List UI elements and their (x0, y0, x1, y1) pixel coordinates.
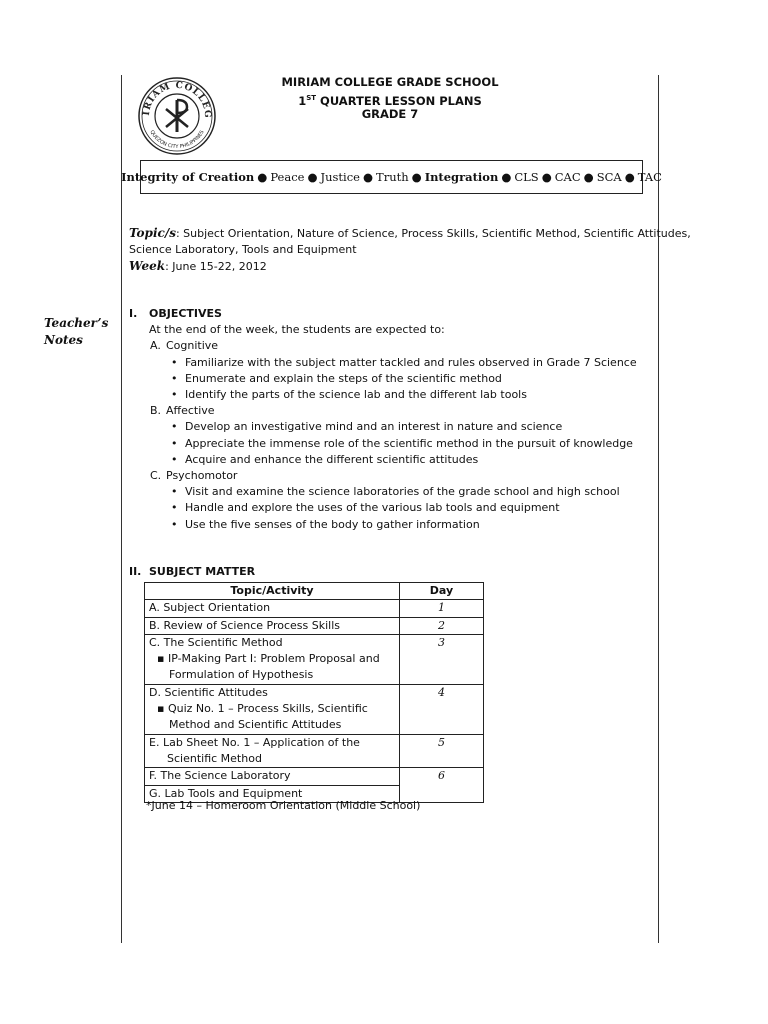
list-item (129, 452, 649, 468)
topic-cell: B. Review of Science Process Skills (145, 617, 400, 634)
value-cac: CAC (554, 170, 581, 184)
value-tac: TAC (637, 170, 662, 184)
topic-subitem: ▪ IP-Making Part I: Problem Proposal and (157, 652, 380, 666)
topic-text-line1: : Subject Orientation, Nature of Science, Process Skills, Scientific Method, Scientific Attitudes, (175, 227, 691, 240)
value-separator: ● (624, 170, 635, 184)
topic-main: C. The Scientific Method (149, 635, 283, 649)
right-margin-line (658, 75, 659, 943)
objective-text: Identify the parts of the science lab and the different lab tools (185, 388, 527, 402)
bullet: • (171, 517, 178, 531)
topic-cell: A. Subject Orientation (145, 600, 400, 617)
value-justice: Justice (320, 170, 360, 184)
value-separator: ● (411, 170, 422, 184)
teachers-notes-label (44, 315, 114, 349)
topic-subitem: ▪ Quiz No. 1 – Process Skills, Scientific (157, 702, 368, 716)
objective-text: Use the five senses of the body to gather information (185, 517, 480, 531)
value-integrity-of-creation: Integrity of Creation (121, 170, 255, 184)
bullet: • (171, 355, 178, 369)
bullet: • (171, 371, 178, 385)
week-text: : June 15-22, 2012 (165, 260, 267, 273)
objective-text: Acquire and enhance the different scientific attitudes (185, 452, 479, 466)
value-separator: ● (541, 170, 552, 184)
objectives-number: I. (129, 307, 138, 320)
table-row (145, 734, 484, 768)
column-header-topic: Topic/Activity (145, 583, 400, 600)
svg-text:QUEZON CITY PHILIPPINES: QUEZON CITY PHILIPPINES (148, 129, 206, 151)
psychomotor-letter: C. (150, 469, 162, 483)
table-row (145, 684, 484, 734)
objective-text: Familiarize with the subject matter tackled and rules observed in Grade 7 Science (185, 355, 637, 369)
value-sca: SCA (596, 170, 622, 184)
bullet: • (171, 420, 178, 434)
topic-cell: F. The Science Laboratory (145, 768, 400, 785)
day-cell: 5 (400, 734, 484, 768)
topic-label: Topic/s (129, 226, 176, 240)
list-item (129, 484, 649, 500)
bullet: • (171, 485, 178, 499)
objective-text: Visit and examine the science laboratories of the grade school and high school (185, 485, 620, 499)
subject-matter-title: SUBJECT MATTER (149, 565, 256, 578)
bullet: • (171, 501, 178, 515)
topic-main: D. Scientific Attitudes (149, 685, 268, 699)
topic-cell (145, 734, 400, 768)
left-margin-line (121, 75, 122, 943)
objective-text: Handle and explore the uses of the various lab tools and equipment (185, 501, 560, 515)
bullet: • (171, 436, 178, 450)
objective-text: Develop an investigative mind and an interest in nature and science (185, 420, 563, 434)
value-truth: Truth (376, 170, 409, 184)
topic-subitem-cont: Method and Scientific Attitudes (169, 718, 342, 732)
value-separator: ● (583, 170, 594, 184)
table-row (145, 617, 484, 634)
objectives-title: OBJECTIVES (149, 307, 222, 320)
topic-text-line2: Science Laboratory, Tools and Equipment (129, 243, 357, 256)
affective-title: Affective (166, 404, 215, 418)
day-cell: 3 (400, 634, 484, 684)
affective-letter: B. (150, 404, 162, 418)
grade-title: GRADE 7 (361, 107, 419, 121)
school-name: MIRIAM COLLEGE GRADE SCHOOL (281, 75, 499, 89)
footnote: *June 14 – Homeroom Orientation (Middle School) (146, 799, 421, 812)
value-separator: ● (501, 170, 512, 184)
day-cell: 2 (400, 617, 484, 634)
teachers-notes-line1: Teacher’s (44, 316, 109, 330)
subject-matter-heading (129, 565, 255, 578)
quarter-text: QUARTER LESSON PLANS (320, 93, 482, 108)
bullet: • (171, 388, 178, 402)
cognitive-title: Cognitive (166, 339, 219, 353)
topic-main-cont: Scientific Method (167, 751, 262, 765)
day-cell: 1 (400, 600, 484, 617)
subject-matter-table (144, 582, 484, 803)
list-item (129, 436, 649, 452)
school-seal-logo (137, 76, 217, 156)
value-separator: ● (307, 170, 318, 184)
topic-main: E. Lab Sheet No. 1 – Application of the (149, 735, 360, 749)
week-label: Week (129, 259, 166, 273)
subject-matter-number: II. (129, 565, 142, 578)
value-peace: Peace (270, 170, 305, 184)
topic-cell: G. Lab Tools and Equipment (145, 785, 400, 802)
psychomotor-title: Psychomotor (166, 469, 238, 483)
table-row (145, 768, 484, 785)
quarter-number: 1 (298, 93, 307, 108)
topic-cell (145, 684, 400, 734)
core-values-box (121, 160, 662, 194)
day-cell: 4 (400, 684, 484, 734)
value-separator: ● (362, 170, 374, 184)
list-item (129, 355, 649, 371)
objective-text: Enumerate and explain the steps of the scientific method (185, 371, 502, 385)
value-separator: ● (257, 170, 268, 184)
teachers-notes-line2: Notes (44, 333, 83, 347)
value-integration: Integration (424, 170, 499, 184)
topic-cell (145, 634, 400, 684)
value-cls: CLS (514, 170, 539, 184)
objectives-intro: At the end of the week, the students are expected to: (149, 323, 445, 337)
table-header-row (145, 583, 484, 600)
bullet: • (171, 452, 178, 466)
objectives-section (129, 306, 649, 533)
objective-text: Appreciate the immense role of the scientific method in the pursuit of knowledge (185, 436, 633, 450)
day-cell: 6 (400, 768, 484, 803)
list-item (129, 371, 649, 387)
list-item (129, 419, 649, 435)
list-item (129, 387, 649, 403)
table-row (145, 600, 484, 617)
topic-section (129, 225, 691, 275)
table-row (145, 634, 484, 684)
cognitive-letter: A. (150, 339, 161, 353)
svg-text:MIRIAM COLLEGE: IRIAM COLLEG (141, 80, 213, 119)
column-header-day: Day (400, 583, 484, 600)
list-item (129, 517, 649, 533)
topic-subitem-cont: Formulation of Hypothesis (169, 668, 314, 682)
list-item (129, 500, 649, 516)
quarter-suffix: ST (306, 94, 317, 102)
